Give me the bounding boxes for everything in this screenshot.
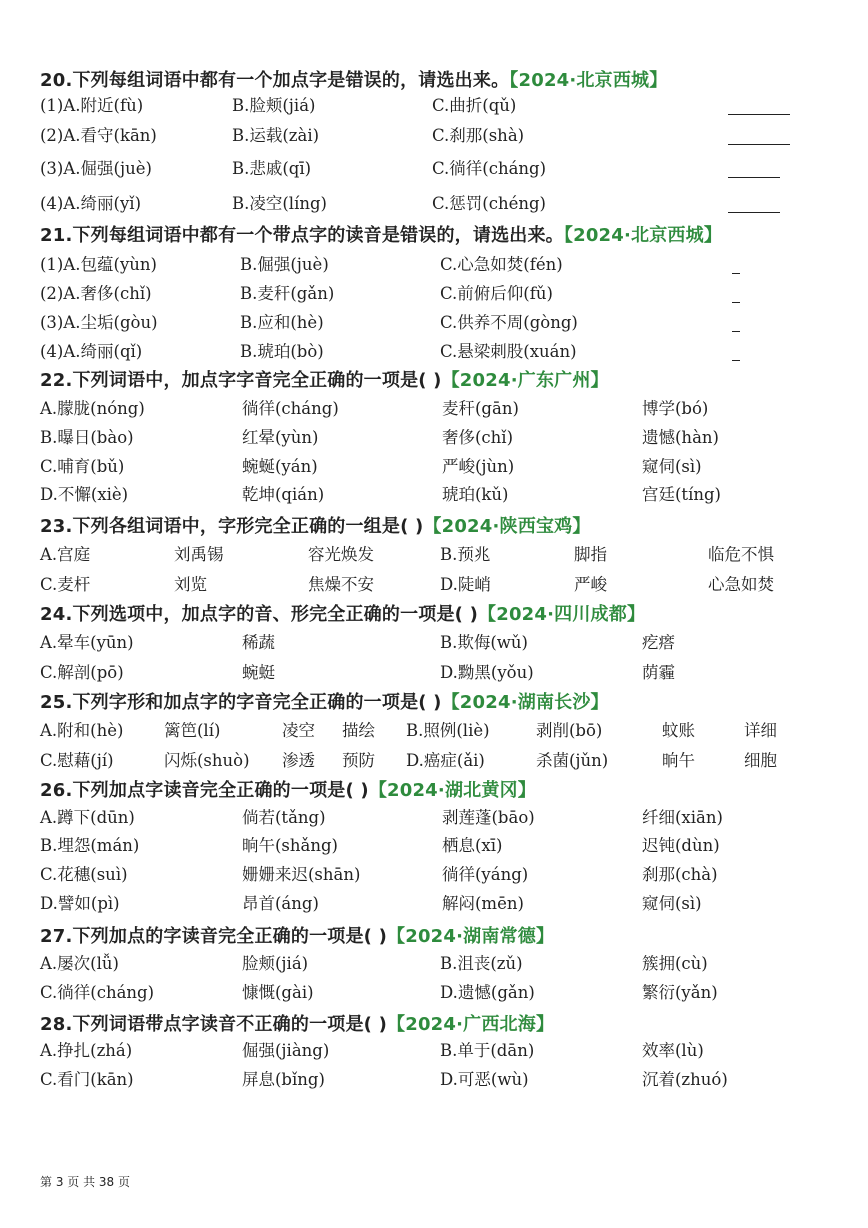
option-item: B.运载(zài) (232, 126, 320, 145)
option-item: B.埋怨(mán) (40, 836, 140, 855)
option-item: B.欺侮(wǔ) (440, 633, 528, 652)
question-text: 27.下列加点的字读音完全正确的一项是( ) (40, 926, 388, 947)
option-item: (1)A.包蕴(yùn) (40, 255, 157, 274)
option-item: 杀菌(jǔn) (536, 751, 609, 770)
option-item: 窥伺(sì) (642, 894, 702, 913)
answer-blank[interactable] (728, 144, 790, 145)
option-item: 蜿蜓 (242, 663, 275, 682)
option-item: 窥伺(sì) (642, 457, 702, 476)
option-item: 效率(lù) (642, 1041, 704, 1060)
option-item: C.曲折(qǔ) (432, 96, 517, 115)
option-item: C.刹那(shà) (432, 126, 525, 145)
option-row (40, 950, 848, 978)
option-item: 奢侈(chǐ) (442, 428, 514, 447)
option-row (40, 251, 848, 279)
option-item: 临危不惧 (708, 545, 774, 564)
question-21-stem (40, 221, 722, 247)
option-item: B.脸颊(jiá) (232, 96, 316, 115)
option-item: 蜿蜒(yán) (242, 457, 318, 476)
answer-blank[interactable] (732, 331, 740, 332)
option-item: B.倔强(juè) (240, 255, 329, 274)
option-item: 慷慨(gài) (242, 983, 314, 1002)
option-item: C.前俯后仰(fǔ) (440, 284, 553, 303)
option-item: (4)A.绮丽(yǐ) (40, 194, 142, 213)
option-item: C.供养不周(gòng) (440, 313, 578, 332)
option-item: 剥削(bō) (536, 721, 603, 740)
option-item: D.陡峭 (440, 575, 491, 594)
source-tag: 【2024·湖南长沙】 (441, 692, 609, 713)
option-item: 心急如焚 (708, 575, 774, 594)
option-row (40, 155, 848, 183)
option-item: B.凌空(líng) (232, 194, 327, 213)
option-item: D.癌症(ǎi) (406, 751, 485, 770)
option-item: C.惩罚(chéng) (432, 194, 546, 213)
option-item: 刘禹锡 (174, 545, 224, 564)
source-tag: 【2024·湖北黄冈】 (368, 780, 536, 801)
option-item: B.曝日(bào) (40, 428, 134, 447)
source-tag: 【2024·广东广州】 (441, 370, 609, 391)
question-text: 23.下列各组词语中，字形完全正确的一组是( ) (40, 516, 424, 537)
option-item: 博学(bó) (642, 399, 709, 418)
answer-blank[interactable] (728, 212, 780, 213)
option-row (40, 92, 848, 120)
option-item: C.看门(kān) (40, 1070, 134, 1089)
option-row (40, 571, 848, 599)
option-row (40, 832, 848, 860)
option-item: C.麦杆 (40, 575, 91, 594)
option-item: 脸颊(jiá) (242, 954, 309, 973)
question-text: 24.下列选项中，加点字的音、形完全正确的一项是( ) (40, 604, 479, 625)
option-row (40, 395, 848, 423)
option-item: 屏息(bǐng) (242, 1070, 325, 1089)
option-row (40, 338, 848, 366)
option-item: 倔强(jiàng) (242, 1041, 330, 1060)
option-item: D.譬如(pì) (40, 894, 120, 913)
option-row (40, 122, 848, 150)
question-22-stem (40, 366, 609, 392)
question-28-stem (40, 1010, 554, 1036)
option-row (40, 890, 848, 918)
source-tag: 【2024·湖南常德】 (387, 926, 555, 947)
answer-blank[interactable] (732, 273, 740, 274)
question-text: 26.下列加点字读音完全正确的一项是( ) (40, 780, 369, 801)
option-item: 刹那(chà) (642, 865, 718, 884)
option-item: 细胞 (744, 751, 777, 770)
option-item: 姗姗来迟(shān) (242, 865, 361, 884)
option-item: B.沮丧(zǔ) (440, 954, 523, 973)
source-tag: 【2024·陕西宝鸡】 (423, 516, 591, 537)
option-item: 蚊账 (662, 721, 695, 740)
option-item: B.照例(liè) (406, 721, 490, 740)
option-item: 徜徉(yáng) (442, 865, 529, 884)
option-item: B.琥珀(bò) (240, 342, 324, 361)
option-item: C.徜徉(cháng) (40, 983, 155, 1002)
option-item: B.麦秆(gǎn) (240, 284, 335, 303)
option-item: B.悲戚(qī) (232, 159, 312, 178)
option-item: 遗憾(hàn) (642, 428, 719, 447)
option-row (40, 717, 848, 745)
option-item: C.心急如焚(fén) (440, 255, 563, 274)
option-item: 稀蔬 (242, 633, 275, 652)
option-row (40, 979, 848, 1007)
question-text: 28.下列词语带点字读音不正确的一项是( ) (40, 1014, 388, 1035)
option-item: D.黝黑(yǒu) (440, 663, 534, 682)
answer-blank[interactable] (728, 114, 790, 115)
option-item: A.挣扎(zhá) (40, 1041, 133, 1060)
question-text: 21.下列每组词语中都有一个带点字的读音是错误的，请选出来。 (40, 225, 564, 246)
question-27-stem (40, 922, 554, 948)
option-item: 疙瘩 (642, 633, 675, 652)
option-item: C.解剖(pō) (40, 663, 124, 682)
option-item: 麦秆(gān) (442, 399, 519, 418)
question-24-stem (40, 600, 645, 626)
option-item: 晌午(shǎng) (242, 836, 338, 855)
option-item: 纤细(xiān) (642, 808, 723, 827)
option-item: 闪烁(shuò) (164, 751, 250, 770)
option-item: C.花穗(suì) (40, 865, 128, 884)
question-text: 25.下列字形和加点字的字音完全正确的一项是( ) (40, 692, 442, 713)
page-footer: 第 3 页 共 38 页 (40, 1175, 130, 1189)
option-row (40, 309, 848, 337)
option-item: 预防 (342, 751, 375, 770)
option-item: 繁衍(yǎn) (642, 983, 718, 1002)
option-item: 焦燥不安 (308, 575, 374, 594)
option-item: D.遗憾(gǎn) (440, 983, 535, 1002)
option-item: 沉着(zhuó) (642, 1070, 728, 1089)
option-item: 倘若(tǎng) (242, 808, 326, 827)
option-item: 严峻 (574, 575, 607, 594)
option-item: C.哺育(bǔ) (40, 457, 125, 476)
option-item: 描绘 (342, 721, 375, 740)
option-row (40, 747, 848, 775)
source-tag: 【2024·北京西城】 (563, 225, 723, 246)
option-item: 迟钝(dùn) (642, 836, 720, 855)
option-item: 栖息(xī) (442, 836, 503, 855)
option-item: 详细 (744, 721, 777, 740)
option-row (40, 481, 848, 509)
option-item: (3)A.倔强(juè) (40, 159, 152, 178)
option-row (40, 861, 848, 889)
option-item: 琥珀(kǔ) (442, 485, 509, 504)
option-row (40, 541, 848, 569)
option-row (40, 280, 848, 308)
option-item: 徜徉(cháng) (242, 399, 339, 418)
option-item: (2)A.看守(kān) (40, 126, 157, 145)
option-item: 篱笆(lí) (164, 721, 221, 740)
option-item: B.单于(dān) (440, 1041, 535, 1060)
option-item: D.可恶(wù) (440, 1070, 529, 1089)
answer-blank[interactable] (732, 302, 740, 303)
option-item: C.徜徉(cháng) (432, 159, 547, 178)
question-text: 20.下列每组词语中都有一个加点字是错误的，请选出来。 (40, 70, 510, 91)
option-row (40, 1037, 848, 1065)
option-item: 荫霾 (642, 663, 675, 682)
option-row (40, 190, 848, 218)
option-item: 簇拥(cù) (642, 954, 708, 973)
answer-blank[interactable] (728, 177, 780, 178)
option-item: 剥莲蓬(bāo) (442, 808, 535, 827)
option-item: D.不懈(xiè) (40, 485, 129, 504)
option-item: B.应和(hè) (240, 313, 324, 332)
option-item: A.晕车(yūn) (40, 633, 134, 652)
option-item: 昂首(áng) (242, 894, 319, 913)
source-tag: 【2024·四川成都】 (478, 604, 646, 625)
option-item: A.附和(hè) (40, 721, 124, 740)
option-item: C.慰藉(jí) (40, 751, 114, 770)
option-item: 凌空 (282, 721, 315, 740)
option-item: A.朦胧(nóng) (40, 399, 145, 418)
option-item: A.屡次(lǚ) (40, 954, 119, 973)
option-row (40, 453, 848, 481)
question-23-stem (40, 512, 591, 538)
option-item: A.宫庭 (40, 545, 91, 564)
source-tag: 【2024·广西北海】 (387, 1014, 555, 1035)
option-item: (4)A.绮丽(qǐ) (40, 342, 143, 361)
option-item: 严峻(jùn) (442, 457, 515, 476)
option-item: 渗透 (282, 751, 315, 770)
question-26-stem (40, 776, 536, 802)
option-item: A.蹲下(dūn) (40, 808, 135, 827)
option-item: 容光焕发 (308, 545, 374, 564)
option-item: B.预兆 (440, 545, 491, 564)
option-row (40, 1066, 848, 1094)
option-item: C.悬梁刺股(xuán) (440, 342, 577, 361)
option-item: 宫廷(tíng) (642, 485, 721, 504)
option-item: (2)A.奢侈(chǐ) (40, 284, 152, 303)
option-item: 红晕(yùn) (242, 428, 319, 447)
question-20-stem (40, 66, 667, 92)
option-row (40, 424, 848, 452)
option-item: 刘览 (174, 575, 207, 594)
question-25-stem (40, 688, 609, 714)
option-row (40, 804, 848, 832)
answer-blank[interactable] (732, 360, 740, 361)
option-row (40, 659, 848, 687)
option-item: 解闷(mēn) (442, 894, 524, 913)
option-item: 乾坤(qián) (242, 485, 325, 504)
option-item: 脚指 (574, 545, 607, 564)
option-item: 晌午 (662, 751, 695, 770)
option-item: (3)A.尘垢(gòu) (40, 313, 158, 332)
option-row (40, 629, 848, 657)
option-item: (1)A.附近(fù) (40, 96, 144, 115)
source-tag: 【2024·北京西城】 (509, 70, 668, 91)
question-text: 22.下列词语中，加点字字音完全正确的一项是( ) (40, 370, 442, 391)
